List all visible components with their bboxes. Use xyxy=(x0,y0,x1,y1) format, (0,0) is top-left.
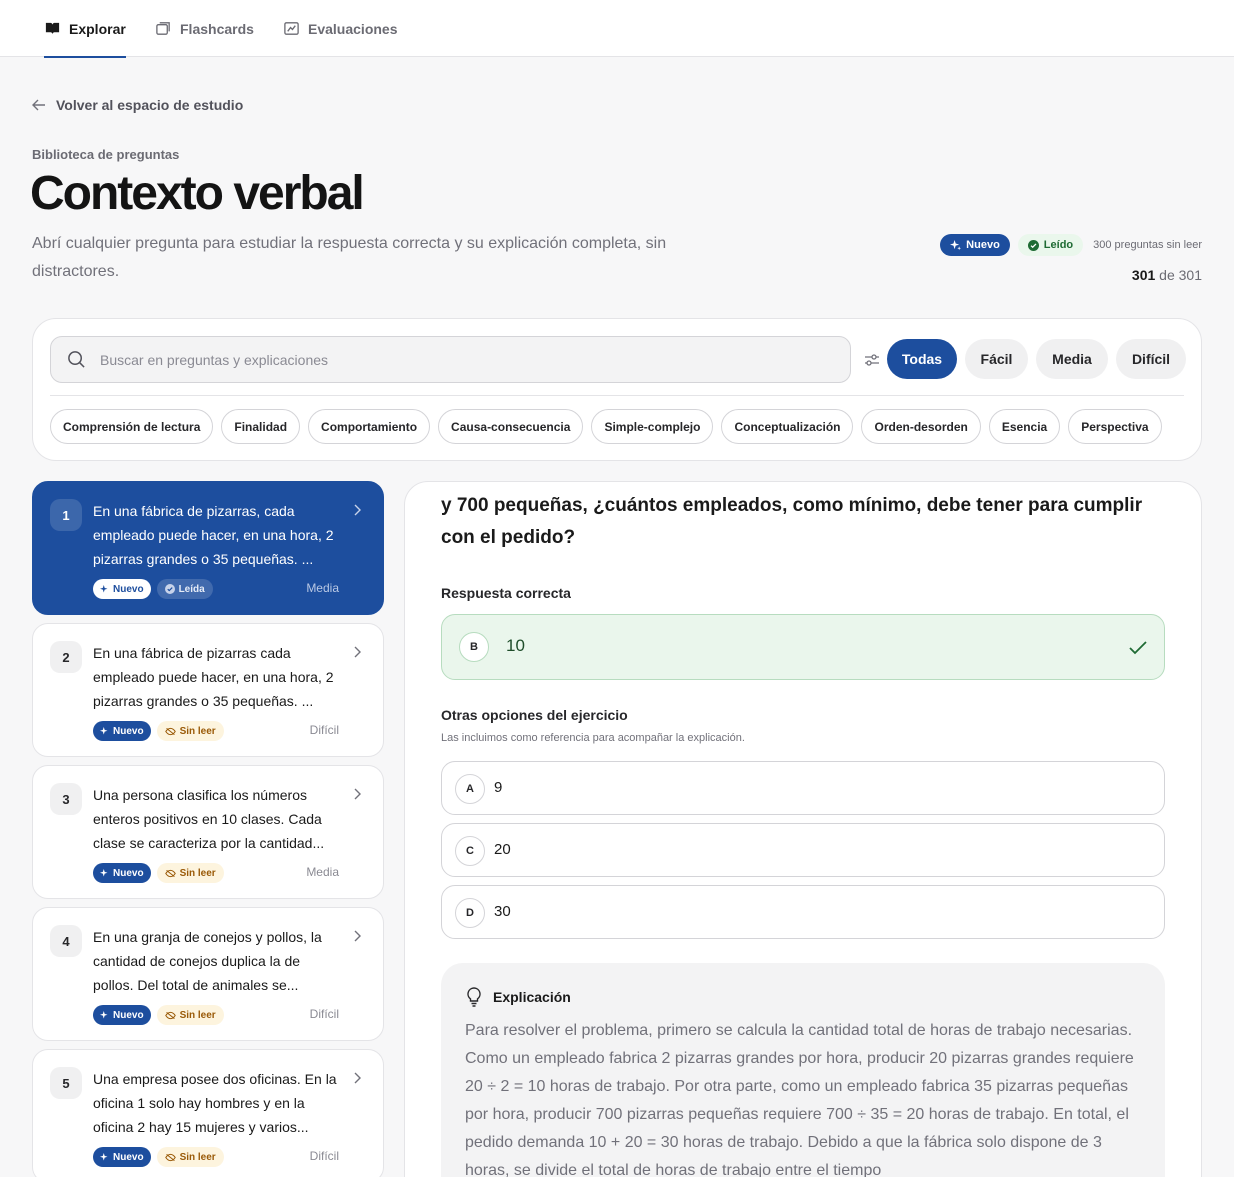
lightbulb-icon xyxy=(465,987,483,1007)
category-chip[interactable]: Simple-complejo xyxy=(591,409,713,444)
question-badges xyxy=(93,1005,224,1025)
sparkle-icon xyxy=(100,585,109,594)
back-link[interactable] xyxy=(32,97,243,113)
unread-count: 300 preguntas sin leer xyxy=(1093,239,1202,251)
chevron-right-icon xyxy=(351,930,363,942)
read-badge xyxy=(1018,234,1083,256)
new-badge xyxy=(93,721,151,741)
option-letter: A xyxy=(455,774,485,804)
chart-icon xyxy=(283,20,300,37)
question-detail-panel[interactable] xyxy=(404,481,1202,1177)
category-chip[interactable]: Comportamiento xyxy=(308,409,430,444)
other-options-label: Otras opciones del ejercicio xyxy=(441,707,628,723)
difficulty-facil[interactable]: Fácil xyxy=(965,339,1028,379)
chevron-right-icon xyxy=(351,788,363,800)
question-number: 2 xyxy=(50,641,82,673)
question-number: 3 xyxy=(50,783,82,815)
sparkle-icon xyxy=(950,240,961,251)
search-icon xyxy=(67,350,86,369)
unread-badge-label: Sin leer xyxy=(179,1151,216,1163)
unread-badge xyxy=(157,1005,224,1025)
chevron-right-icon xyxy=(351,646,363,658)
question-difficulty: Difícil xyxy=(309,723,339,737)
sparkle-icon xyxy=(100,727,109,736)
category-chip[interactable]: Esencia xyxy=(989,409,1060,444)
option-value: 30 xyxy=(494,903,511,920)
unread-badge xyxy=(157,863,224,883)
option-letter: B xyxy=(459,632,489,662)
option-value: 9 xyxy=(494,779,503,796)
tab-evaluaciones[interactable] xyxy=(283,0,398,57)
results-shown: 301 xyxy=(1131,267,1156,283)
question-badges xyxy=(93,1147,224,1167)
top-nav xyxy=(0,0,1234,57)
unread-badge-label: Sin leer xyxy=(179,1009,216,1021)
category-chip[interactable]: Finalidad xyxy=(221,409,300,444)
option-letter: D xyxy=(455,898,485,928)
question-preview: Una persona clasifica los números enteros positivos en 10 clases. Cada clase se caracteriza por la cantidad... xyxy=(93,787,325,851)
question-difficulty: Difícil xyxy=(309,1007,339,1021)
check-icon xyxy=(1128,639,1148,657)
question-badges xyxy=(93,863,224,883)
category-chip[interactable]: Comprensión de lectura xyxy=(50,409,213,444)
page-subtitle: Abrí cualquier pregunta para estudiar la respuesta correcta y su explicación completa, sin distractores. xyxy=(32,235,667,280)
tab-label: Flashcards xyxy=(180,20,254,37)
unread-badge xyxy=(157,1147,224,1167)
search-input[interactable] xyxy=(100,352,800,368)
other-options-note: Las incluimos como referencia para acompañar la explicación. xyxy=(441,732,745,744)
status-summary xyxy=(940,234,1202,256)
question-difficulty: Difícil xyxy=(309,1149,339,1163)
correct-answer-value: 10 xyxy=(506,636,525,655)
new-badge-label: Nuevo xyxy=(113,1151,144,1163)
question-difficulty: Media xyxy=(306,865,339,879)
filter-divider xyxy=(50,395,1184,396)
tab-label: Evaluaciones xyxy=(308,20,398,37)
explanation-text: Para resolver el problema, primero se calcula la cantidad total de horas de trabajo necesarias. Como un empleado fabrica 2 pizarras grandes por hora, producir 20 pizarras grandes requiere 20 ÷ 2 = 10 horas de trabajo. Por otra parte, como un empleado fabrica 35 pizarras pequeñas por hora, producir 700 pizarras pequeñas requiere 700 ÷ 35 = 20 horas de trabajo. En total, el pedido demanda 10 + 20 = 30 horas de trabajo. Debido a que la fábrica solo dispone de 3 horas, se divide el total de horas de trabajo entre el tiempo xyxy=(465,1022,1134,1177)
read-badge-label: Leída xyxy=(178,583,205,595)
unread-badge-label: Sin leer xyxy=(179,725,216,737)
new-badge-label: Nuevo xyxy=(113,725,144,737)
new-badge xyxy=(93,1005,151,1025)
new-badge xyxy=(93,1147,151,1167)
results-count xyxy=(1132,267,1202,283)
question-preview: Una empresa posee dos oficinas. En la oficina 1 solo hay hombres y en la oficina 2 hay 15 mujeres y varios... xyxy=(93,1071,337,1135)
new-badge-label: Nuevo xyxy=(113,583,144,595)
new-badge-label: Nuevo xyxy=(966,239,1000,251)
question-number: 1 xyxy=(50,499,82,531)
check-circle-icon xyxy=(1028,240,1039,251)
question-card-3[interactable] xyxy=(32,765,384,899)
question-number: 4 xyxy=(50,925,82,957)
sparkle-icon xyxy=(100,869,109,878)
filter-settings-icon[interactable] xyxy=(863,351,881,369)
question-badges xyxy=(93,721,224,741)
question-preview: En una fábrica de pizarras, cada empleado puede hacer, en una hora, 2 pizarras grandes o 35 pequeñas. ... xyxy=(93,503,334,567)
cards-icon xyxy=(155,20,172,37)
option-a xyxy=(441,761,1165,815)
question-card-4[interactable] xyxy=(32,907,384,1041)
tab-flashcards[interactable] xyxy=(155,0,254,57)
option-letter: C xyxy=(455,836,485,866)
new-badge xyxy=(93,579,151,599)
filter-panel xyxy=(32,318,1202,461)
difficulty-media[interactable]: Media xyxy=(1036,339,1108,379)
option-c xyxy=(441,823,1165,877)
read-badge xyxy=(157,579,213,599)
difficulty-dificil[interactable]: Difícil xyxy=(1116,339,1186,379)
search-box xyxy=(50,336,851,383)
back-link-label: Volver al espacio de estudio xyxy=(56,97,244,113)
page-title: Contexto verbal xyxy=(30,167,363,220)
question-statement: y 700 pequeñas, ¿cuántos empleados, como mínimo, debe tener para cumplir con el pedido? xyxy=(441,495,1143,548)
category-chip[interactable]: Causa-consecuencia xyxy=(438,409,583,444)
question-badges xyxy=(93,579,213,599)
check-circle-icon xyxy=(165,584,175,594)
category-chips xyxy=(50,409,1162,444)
question-number: 5 xyxy=(50,1067,82,1099)
question-card-5[interactable] xyxy=(32,1049,384,1177)
option-value: 20 xyxy=(494,841,511,858)
results-total: de 301 xyxy=(1159,267,1202,283)
explanation-title: Explicación xyxy=(493,989,571,1005)
eye-off-icon xyxy=(165,1011,176,1020)
category-chip[interactable]: Conceptualización xyxy=(721,409,853,444)
arrow-left-icon xyxy=(32,98,46,112)
tab-label: Explorar xyxy=(69,20,126,37)
eye-off-icon xyxy=(165,869,176,878)
unread-badge-label: Sin leer xyxy=(179,867,216,879)
explanation-box xyxy=(441,963,1165,1177)
read-badge-label: Leído xyxy=(1043,239,1074,251)
question-difficulty: Media xyxy=(306,581,339,595)
category-chip[interactable]: Orden-desorden xyxy=(861,409,980,444)
sparkle-icon xyxy=(100,1153,109,1162)
question-preview: En una fábrica de pizarras cada empleado puede hacer, en una hora, 2 pizarras grandes o 35 pequeñas. ... xyxy=(93,645,334,709)
question-preview: En una granja de conejos y pollos, la cantidad de conejos duplica la de pollos. Del total de animales se... xyxy=(93,929,322,993)
new-badge-label: Nuevo xyxy=(113,867,144,879)
correct-answer xyxy=(441,614,1165,680)
chevron-right-icon xyxy=(351,504,363,516)
option-d xyxy=(441,885,1165,939)
book-open-icon xyxy=(44,20,61,37)
chevron-right-icon xyxy=(351,1072,363,1084)
new-badge-label: Nuevo xyxy=(113,1009,144,1021)
question-card-2[interactable] xyxy=(32,623,384,757)
new-badge xyxy=(93,863,151,883)
tab-explorar[interactable] xyxy=(44,0,126,57)
unread-badge xyxy=(157,721,224,741)
new-badge xyxy=(940,234,1010,256)
category-chip[interactable]: Perspectiva xyxy=(1068,409,1161,444)
eye-off-icon xyxy=(165,1153,176,1162)
question-card-1[interactable] xyxy=(32,481,384,615)
difficulty-todas[interactable]: Todas xyxy=(887,339,957,379)
correct-answer-label: Respuesta correcta xyxy=(441,585,571,601)
sparkle-icon xyxy=(100,1011,109,1020)
eyebrow: Biblioteca de preguntas xyxy=(32,147,180,162)
eye-off-icon xyxy=(165,727,176,736)
